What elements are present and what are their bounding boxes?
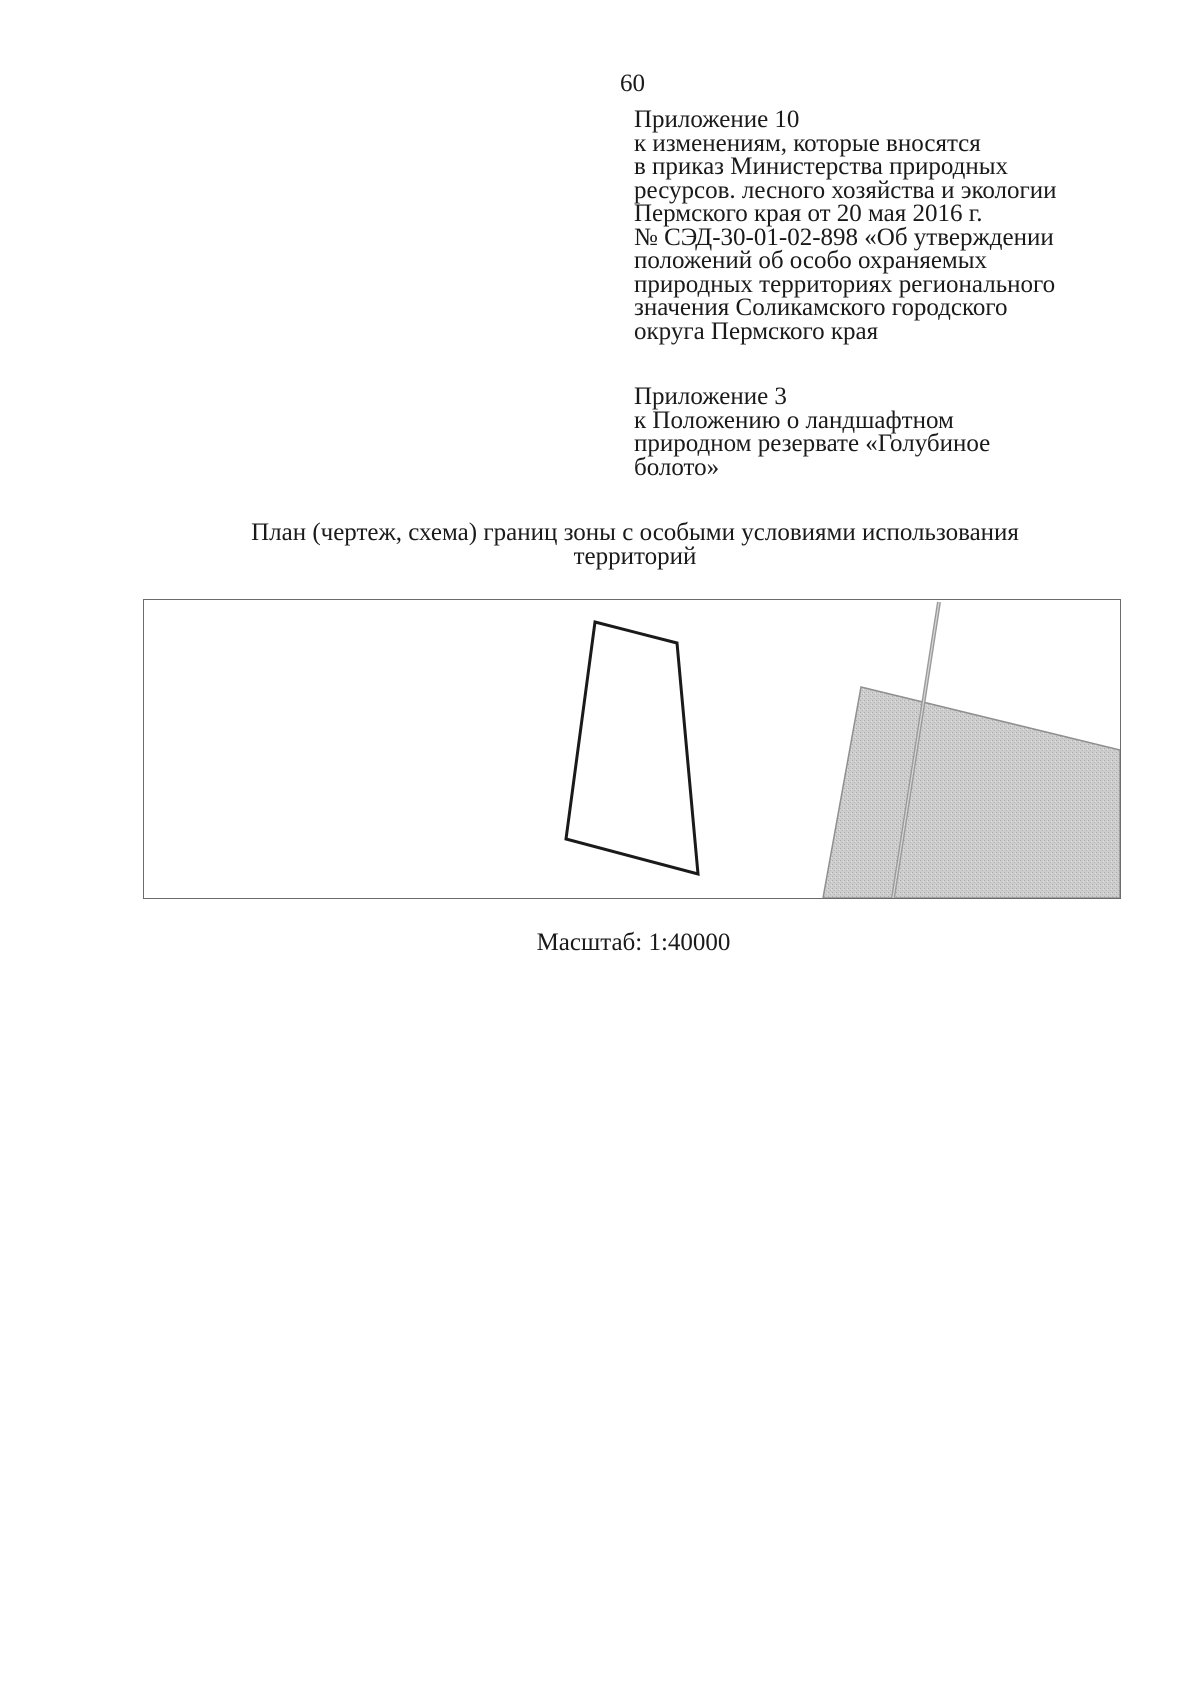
plan-title-line: территорий [573,543,697,570]
appendix-10-line: природных территориях регионального [634,270,1056,298]
appendix-10-line: ресурсов. лесного хозяйства и экологии [634,176,1057,204]
appendix-3-header [634,385,1154,479]
plan-title [0,521,1200,569]
appendix-3-line: Приложение 3 [634,383,787,410]
scale-label: Масштаб: 1:40000 [536,929,731,956]
boundary-map [143,599,1121,899]
appendix-3-line: к Положению о ландшафтном [634,406,954,434]
plan-title-line: План (чертеж, схема) границ зоны с особыми условиями использования [251,519,1019,546]
appendix-3-line: природном резервате «Голубиное [634,430,991,457]
appendix-10-line: Приложение 10 [634,106,800,133]
appendix-10-line: округа Пермского края [634,317,879,345]
appendix-10-line: к изменениям, которые вносятся [634,129,981,157]
appendix-10-line: Пермского края от 20 мая 2016 г. [634,200,983,227]
protected-zone-boundary [566,622,698,874]
appendix-10-line: значения Соликамского городского [634,294,1008,321]
page-number: 60 [620,70,645,97]
appendix-10-line: № СЭД-30-01-02-898 «Об утверждении [634,223,1054,251]
neighboring-territory-area [823,687,1120,898]
appendix-3-line: болото» [634,453,720,481]
appendix-10-line: положений об особо охраняемых [634,247,988,274]
map-drawing [144,600,1120,898]
appendix-10-line: в приказ Министерства природных [634,153,1009,180]
appendix-10-header [634,108,1154,343]
